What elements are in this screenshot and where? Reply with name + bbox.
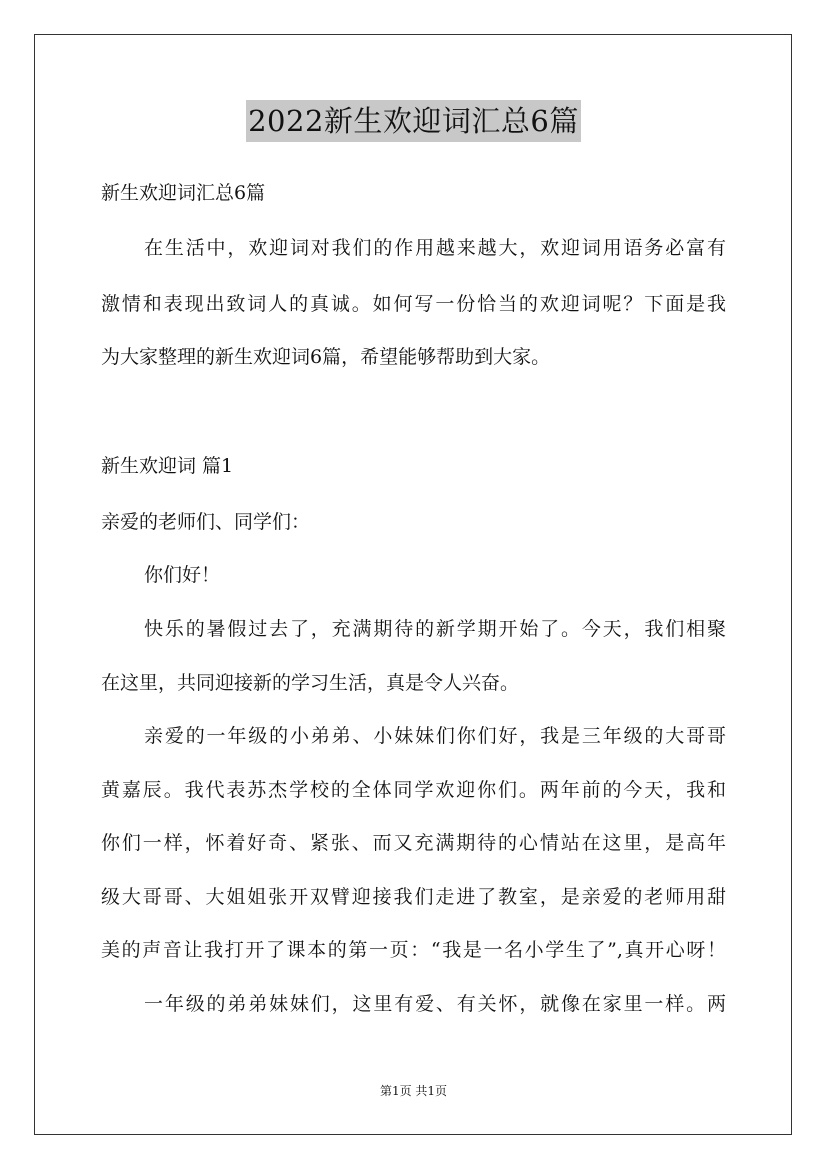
paragraph-line: 在这里，共同迎接新的学习生活，真是令人兴奋。: [101, 672, 520, 694]
paragraph-line: 级大哥哥、大姐姐张开双臂迎接我们走进了教室，是亲爱的老师用甜: [101, 886, 726, 908]
greeting: 你们好！: [144, 564, 221, 586]
page-footer: 第1页 共1页: [379, 1084, 448, 1098]
section-heading: 新生欢迎词 篇1: [101, 455, 234, 477]
intro-line: 在生活中，欢迎词对我们的作用越来越大，欢迎词用语务必富有: [144, 237, 726, 259]
title-wrap: [0, 100, 827, 142]
paragraph-line: 你们一样，怀着好奇、紧张、而又充满期待的心情站在这里，是高年: [101, 832, 726, 854]
intro-line: 为大家整理的新生欢迎词6篇，希望能够帮助到大家。: [101, 346, 551, 368]
subtitle: 新生欢迎词汇总6篇: [101, 182, 266, 204]
paragraph-line: 美的声音让我打开了课本的第一页：“我是一名小学生了”,真开心呀！: [101, 939, 726, 961]
intro-line: 激情和表现出致词人的真诚。如何写一份恰当的欢迎词呢？下面是我: [101, 293, 726, 315]
paragraph-line: 亲爱的一年级的小弟弟、小妹妹们你们好，我是三年级的大哥哥: [144, 725, 726, 747]
paragraph-line: 黄嘉辰。我代表苏杰学校的全体同学欢迎你们。两年前的今天，我和: [101, 779, 726, 801]
document-title: 2022新生欢迎词汇总6篇: [246, 100, 581, 142]
paragraph-line: 一年级的弟弟妹妹们，这里有爱、有关怀，就像在家里一样。两: [144, 993, 726, 1015]
salutation: 亲爱的老师们、同学们：: [101, 511, 311, 533]
paragraph-line: 快乐的暑假过去了，充满期待的新学期开始了。今天，我们相聚: [144, 618, 726, 640]
